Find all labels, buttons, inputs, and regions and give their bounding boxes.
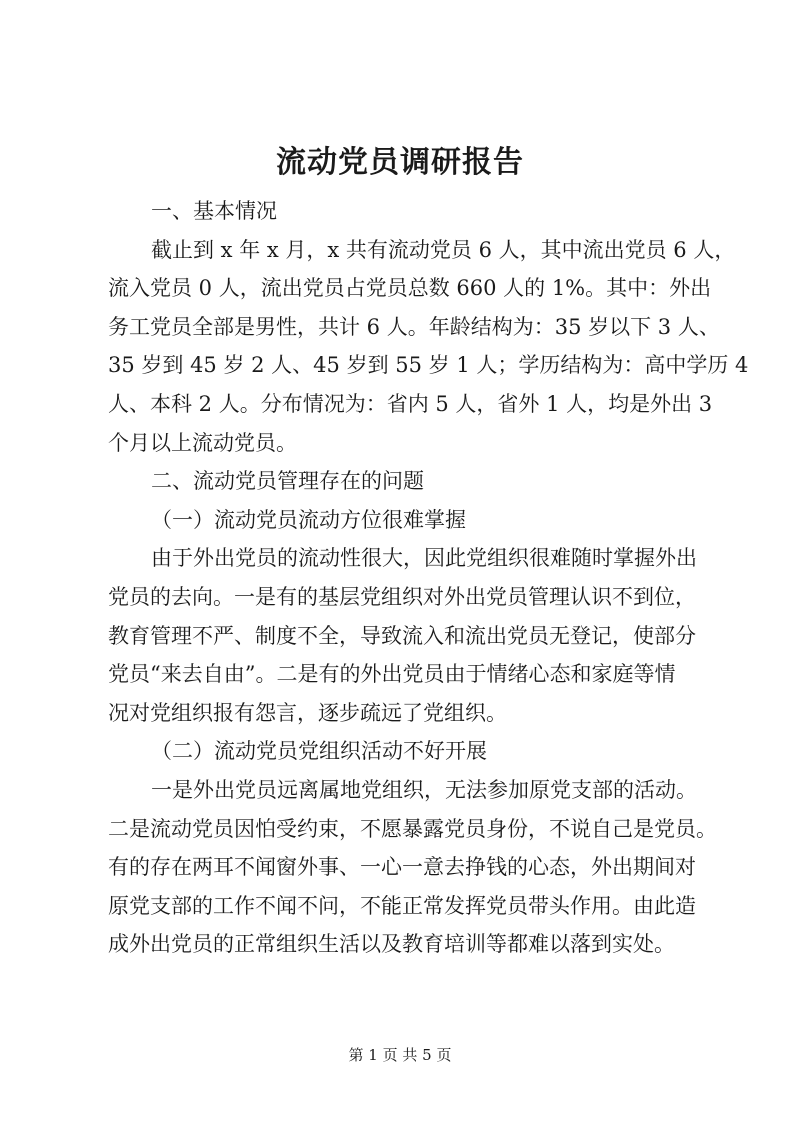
paragraph-line: 截止到 x 年 x 月，x 共有流动党员 6 人，其中流出党员 6 人， bbox=[151, 237, 736, 262]
document-title: 流动党员调研报告 bbox=[276, 145, 524, 180]
paragraph-line: 有的存在两耳不闻窗外事、一心一意去挣钱的心态，外出期间对 bbox=[108, 855, 696, 880]
subsection-heading-1: （一）流动党员流动方位很难掌握 bbox=[151, 507, 466, 532]
paragraph-line: 流入党员 0 人，流出党员占党员总数 660 人的 1%。其中：外出 bbox=[108, 276, 712, 301]
paragraph-line: 党员的去向。一是有的基层党组织对外出党员管理认识不到位， bbox=[108, 584, 696, 609]
paragraph-line: 由于外出党员的流动性很大，因此党组织很难随时掌握外出 bbox=[151, 546, 697, 571]
subsection-heading-2: （二）流动党员党组织活动不好开展 bbox=[151, 739, 487, 764]
paragraph-line: 务工党员全部是男性，共计 6 人。年龄结构为：35 岁以下 3 人、 bbox=[108, 314, 720, 339]
section-heading-basic: 一、基本情况 bbox=[151, 199, 277, 223]
paragraph-line: 二是流动党员因怕受约束，不愿暴露党员身份，不说自己是党员。 bbox=[108, 816, 717, 841]
paragraph-line: 35 岁到 45 岁 2 人、45 岁到 55 岁 1 人；学历结构为：高中学历 4 bbox=[108, 353, 749, 378]
paragraph-line: 个月以上流动党员。 bbox=[108, 430, 297, 455]
paragraph-line: 原党支部的工作不闻不问，不能正常发挥党员带头作用。由此造 bbox=[108, 893, 696, 918]
document-body bbox=[108, 192, 749, 964]
paragraph-line: 成外出党员的正常组织生活以及教育培训等都难以落到实处。 bbox=[108, 932, 675, 957]
paragraph-line: 一是外出党员远离属地党组织，无法参加原党支部的活动。 bbox=[151, 777, 697, 802]
paragraph-line: 况对党组织报有怨言，逐步疏远了党组织。 bbox=[108, 700, 507, 725]
paragraph-line: 教育管理不严、制度不全，导致流入和流出党员无登记，使部分 bbox=[108, 623, 696, 648]
section-heading-problems: 二、流动党员管理存在的问题 bbox=[151, 469, 424, 494]
page-footer: 第 1 页 共 5 页 bbox=[348, 1046, 452, 1064]
paragraph-line: 人、本科 2 人。分布情况为：省内 5 人，省外 1 人，均是外出 3 bbox=[108, 391, 713, 416]
paragraph-line: 党员“来去自由”。二是有的外出党员由于情绪心态和家庭等情 bbox=[108, 662, 676, 687]
